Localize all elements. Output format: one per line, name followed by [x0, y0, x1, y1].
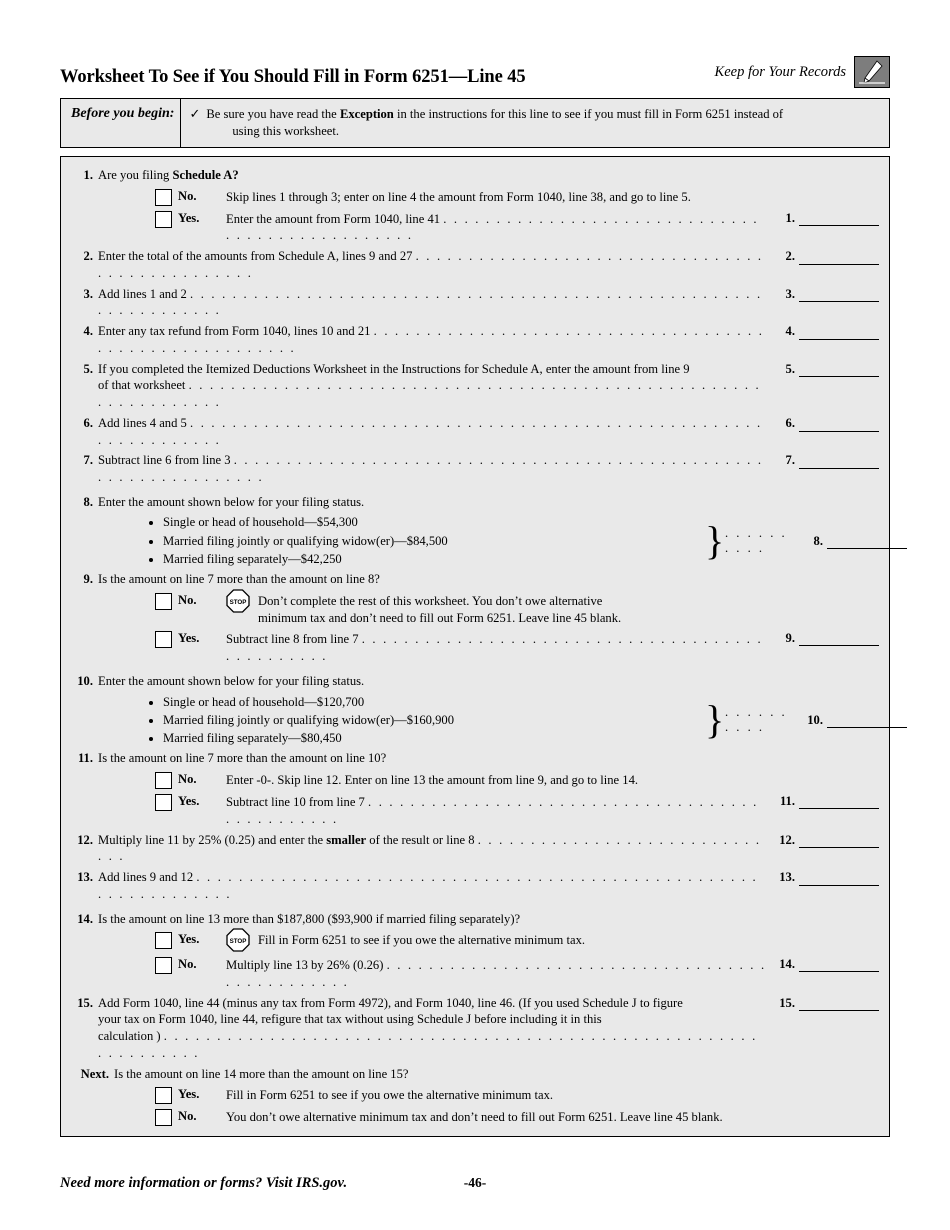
next-yes-label: Yes. — [178, 1087, 200, 1102]
line-1-yes-text — [226, 210, 767, 244]
line-11-no-label: No. — [178, 772, 197, 787]
next-no-checkbox[interactable] — [155, 1109, 172, 1126]
line-14-yes-label: Yes. — [178, 932, 200, 947]
next-yes-checkbox[interactable] — [155, 1087, 172, 1104]
next-no-label: No. — [178, 1109, 197, 1124]
leader-dots: . . . . . . . . . . . . . . . . . . . . . . . . . . . . . . . . . . . . . . . . . . . . . . . . . . . . . . . . . . . . . . . . . . — [98, 286, 763, 318]
line-9-heading — [61, 569, 889, 590]
line-9-no-checkbox[interactable] — [155, 593, 172, 610]
line-12-text-bold: smaller — [326, 832, 367, 847]
line-6-amount-field[interactable] — [799, 416, 879, 432]
worksheet-box — [60, 156, 890, 1137]
line-2-number: 2. — [83, 249, 93, 264]
line-2-amount-field[interactable] — [799, 249, 879, 265]
line-14-yes-text: Fill in Form 6251 to see if you owe the alternative minimum tax. — [258, 933, 586, 948]
line-6-row — [61, 413, 889, 450]
line-14-no-checkbox[interactable] — [155, 957, 172, 974]
byb-text-1: Be sure you have read the — [206, 107, 340, 121]
line-7-amount-field[interactable] — [799, 453, 879, 469]
line-10-amount-label: 10. — [807, 713, 823, 728]
next-label: Next. — [80, 1066, 109, 1081]
leader-dots: . . . . . . . . . . . . . . . . . . . . . . . . . . . . . . . . . . . . . . . . . . . . . . . . . . . . . . . . . . . . . . . . . . — [98, 378, 761, 410]
line-10-bullets — [71, 693, 705, 748]
line-9-no-text-line1: Don’t complete the rest of this worksheet. You don’t owe alternative — [258, 593, 603, 608]
leader-dots: . . . . . . . . . . . . . . . . . . . . . . . . . . . . . . . . . . . . . . . . . . . . . . . . — [226, 211, 759, 243]
line-14-amount-label: 14. — [779, 957, 795, 972]
line-13-text — [98, 869, 767, 902]
leader-dots: . . . . . . . . . . . . . . . . . . . . . . . . . . . . . . . . . . . . . . . . . . . . . . . . — [226, 958, 767, 989]
line-4-amount-field[interactable] — [799, 324, 879, 340]
line-1-no-text: Skip lines 1 through 3; enter on line 4 the amount from Form 1040, line 38, and go to line 5. — [226, 189, 691, 204]
line-12-amount-field[interactable] — [799, 832, 879, 848]
line-14-amount-field[interactable] — [799, 956, 879, 972]
line-2-row — [61, 246, 889, 283]
line-4-text-label: Enter any tax refund from Form 1040, lines 10 and 21 — [98, 324, 371, 339]
byb-text-3: using this worksheet. — [232, 124, 340, 138]
line-9-amount-field[interactable] — [799, 630, 879, 646]
line-10-bullets-row — [61, 692, 889, 749]
line-15-row — [61, 993, 889, 1064]
brace-decoration: } — [705, 517, 725, 563]
line-12-amount-label: 12. — [779, 832, 795, 847]
line-10-number: 10. — [77, 673, 93, 688]
line-1-yes-checkbox[interactable] — [155, 211, 172, 228]
line-13-amount-label: 13. — [779, 870, 795, 885]
checkmark-icon: ✓ — [189, 106, 201, 121]
list-item: • Married filing jointly or qualifying widow(er)—$160,900 — [163, 711, 705, 729]
line-7-text-label: Subtract line 6 from line 3 — [98, 453, 231, 468]
line-11-text: Is the amount on line 7 more than the amount on line 10? — [98, 751, 387, 766]
hand-pointing-icon — [854, 56, 890, 88]
line-14-yes-row — [61, 929, 889, 954]
line-11-heading — [61, 748, 889, 769]
list-item: • Single or head of household—$120,700 — [163, 693, 705, 711]
line-8-heading — [61, 492, 889, 513]
line-12-text-pre: Multiply line 11 by 25% (0.25) and enter the — [98, 832, 327, 847]
leader-dots: . . . . . . . . . . . . . . . . . . . . . . . . . . . . . . — [98, 832, 762, 864]
leader-dots: . . . . . . . . . . . . . . . . . . . . . . . . . . . . . . . . . . . . . . . . . . . . . . . . . . . . . . . . . . . . . . . . . . — [98, 415, 763, 447]
footer-note: Need more information or forms? Visit IRS.gov. — [60, 1175, 348, 1191]
line-1-yes-row — [61, 208, 889, 246]
line-14-no-label: No. — [178, 957, 197, 972]
line-11-yes-text-label: Subtract line 10 from line 7 — [226, 795, 365, 810]
line-14-number: 14. — [77, 911, 93, 926]
line-9-number: 9. — [83, 572, 93, 587]
line-11-no-checkbox[interactable] — [155, 772, 172, 789]
line-5-amount-label: 5. — [785, 361, 795, 376]
line-1-text — [98, 167, 879, 184]
line-7-amount-label: 7. — [785, 453, 795, 468]
line-8-amount-label: 8. — [813, 533, 823, 548]
line-13-amount-slot — [767, 869, 879, 886]
line-6-amount-label: 6. — [785, 415, 795, 430]
line-2-amount-label: 2. — [785, 249, 795, 264]
line-12-text-post: of the result or line 8 — [366, 832, 475, 847]
list-item: • Single or head of household—$54,300 — [163, 513, 705, 531]
line-9-yes-label: Yes. — [178, 631, 200, 646]
line-15-number: 15. — [77, 995, 93, 1010]
line-5-text-line1: If you completed the Itemized Deductions Worksheet in the Instructions for Schedule A, enter the amount from line 9 — [98, 361, 690, 376]
next-no-text: You don’t owe alternative minimum tax and don’t need to fill out Form 6251. Leave line 45 blank. — [226, 1110, 723, 1125]
leader-dots: . . . . . . . . . . . . . . . . . . . . . . . . . . . . . . . . . . . . . . . . . . . . . . . . — [226, 632, 763, 664]
next-no-row — [61, 1106, 889, 1128]
next-heading — [61, 1064, 889, 1085]
byb-text-2: in the instructions for this line to see if you must fill in Form 6251 instead of — [393, 107, 784, 121]
line-11-amount-label: 11. — [779, 794, 795, 809]
line-3-amount-field[interactable] — [799, 286, 879, 302]
line-5-text-line2: of that worksheet — [98, 378, 186, 393]
line-8-amount-slot — [795, 533, 907, 549]
line-6-amount-slot — [767, 415, 879, 432]
line-1-yes-label: Yes. — [178, 210, 200, 225]
list-item: • Married filing separately—$80,450 — [163, 729, 705, 747]
line-14-no-text — [226, 956, 767, 990]
line-13-text-label: Add lines 9 and 12 — [98, 870, 194, 885]
line-9-no-label: No. — [178, 592, 197, 607]
page-header — [60, 50, 890, 88]
before-you-begin-paragraph — [206, 106, 783, 140]
line-12-text — [98, 832, 767, 865]
line-10-amount-slot — [795, 712, 907, 728]
line-1-amount-label: 1. — [785, 210, 795, 225]
header-right — [715, 56, 890, 88]
line-14-no-row — [61, 954, 889, 992]
line-1-text-pre: Are you filing — [98, 168, 173, 182]
line-12-row — [61, 830, 889, 867]
line-15-text-line1: Add Form 1040, line 44 (minus any tax from Form 4972), and Form 1040, line 46. (If you used Schedule J to figure — [98, 995, 683, 1010]
line-2-text-label: Enter the total of the amounts from Schedule A, lines 9 and 27 — [98, 249, 413, 264]
line-11-yes-text — [226, 793, 767, 827]
line-15-amount-label: 15. — [779, 995, 795, 1010]
line-6-text-label: Add lines 4 and 5 — [98, 415, 187, 430]
list-item: • Married filing jointly or qualifying widow(er)—$84,500 — [163, 532, 705, 550]
line-10-heading — [61, 671, 889, 692]
line-7-number: 7. — [83, 453, 93, 468]
line-4-amount-label: 4. — [785, 324, 795, 339]
svg-text:STOP: STOP — [229, 598, 247, 606]
line-6-text — [98, 415, 767, 448]
line-1-no-checkbox[interactable] — [155, 189, 172, 206]
next-yes-text: Fill in Form 6251 to see if you owe the alternative minimum tax. — [226, 1088, 554, 1103]
line-15-text — [98, 995, 767, 1062]
line-11-yes-checkbox[interactable] — [155, 794, 172, 811]
line-15-amount-slot — [767, 995, 879, 1012]
line-4-text — [98, 323, 767, 356]
line-8-bullets — [71, 513, 705, 568]
line-9-text: Is the amount on line 7 more than the amount on line 8? — [98, 572, 380, 587]
line-9-amount-label: 9. — [785, 631, 795, 646]
line-1-no-row — [61, 186, 889, 208]
line-7-row — [61, 450, 889, 487]
line-12-amount-slot — [767, 832, 879, 849]
line-3-text — [98, 286, 767, 319]
line-13-amount-field[interactable] — [799, 870, 879, 886]
line-10-amount-field[interactable] — [827, 712, 907, 728]
before-you-begin-text — [181, 99, 889, 147]
line-8-bullets-row — [61, 512, 889, 569]
line-4-number: 4. — [83, 324, 93, 339]
line-5-number: 5. — [83, 361, 93, 376]
line-11-number: 11. — [77, 751, 93, 766]
line-9-yes-text-label: Subtract line 8 from line 7 — [226, 632, 359, 647]
line-8-text: Enter the amount shown below for your filing status. — [98, 494, 365, 509]
line-14-amount-slot — [767, 956, 879, 972]
page-footer — [0, 1175, 950, 1192]
keep-for-records-label: Keep for Your Records — [714, 63, 846, 80]
line-1-amount-field[interactable] — [799, 210, 879, 226]
line-15-amount-field[interactable] — [799, 995, 879, 1011]
line-9-no-text-line2: minimum tax and don’t need to fill out Form 6251. Leave line 45 blank. — [258, 610, 622, 625]
line-5-row — [61, 359, 889, 413]
line-14-text: Is the amount on line 13 more than $187,800 ($93,900 if married filing separately)? — [98, 911, 521, 926]
line-1-no-label: No. — [178, 188, 197, 203]
line-5-amount-slot — [767, 361, 879, 378]
line-9-yes-text — [226, 630, 767, 664]
svg-text:STOP: STOP — [229, 938, 247, 946]
line-8-number: 8. — [83, 494, 93, 509]
line-3-amount-slot — [767, 286, 879, 303]
line-3-amount-label: 3. — [785, 286, 795, 301]
line-15-text-line3: calculation ) — [98, 1029, 161, 1044]
line-1-yes-text-label: Enter the amount from Form 1040, line 41 — [226, 211, 441, 226]
line-14-heading — [61, 909, 889, 930]
before-you-begin-box — [60, 98, 890, 148]
page-title: Worksheet To See if You Should Fill in Form 6251—Line 45 — [60, 67, 526, 87]
leader-dots: . . . . . . . . . . . . . . . . . . . . . . . . . . . . . . . . . . . . . . . . . . . . . . . . . . . . . . . . . . . . . . . . . . — [98, 453, 764, 485]
line-5-text — [98, 361, 767, 411]
line-11-amount-field[interactable] — [799, 793, 879, 809]
line-4-row — [61, 321, 889, 358]
line-1-amount-slot — [767, 210, 879, 226]
line-9-amount-slot — [767, 630, 879, 646]
page-number: -46- — [463, 1175, 487, 1190]
leader-dots: . . . . . . . . . . . . . . . . . . . . . . . . . . . . . . . . . . . . . . . . . . . . . . . . . . . . . . . . . . . . . . . . . . — [98, 870, 758, 901]
line-4-amount-slot — [767, 323, 879, 340]
leader-dots: . . . . . . . . . . — [725, 705, 788, 735]
line-11-yes-row — [61, 791, 889, 829]
line-13-row — [61, 867, 889, 904]
line-1-heading — [61, 165, 889, 186]
line-1-text-bold: Schedule A? — [172, 168, 239, 182]
next-yes-row — [61, 1084, 889, 1106]
list-item: • Married filing separately—$42,250 — [163, 550, 705, 568]
line-2-text — [98, 248, 767, 281]
line-3-number: 3. — [83, 286, 93, 301]
line-5-amount-field[interactable] — [799, 361, 879, 377]
line-7-amount-slot — [767, 452, 879, 469]
line-10-text: Enter the amount shown below for your filing status. — [98, 673, 365, 688]
line-7-text — [98, 452, 767, 485]
line-8-amount-field[interactable] — [827, 533, 907, 549]
byb-text-exception: Exception — [339, 107, 394, 121]
line-11-no-row — [61, 769, 889, 791]
line-9-no-text — [258, 592, 879, 626]
leader-dots: . . . . . . . . . . . . . . . . . . . . . . . . . . . . . . . . . . . . . . . . . . . . . . . . — [226, 795, 759, 826]
brace-decoration: } — [705, 697, 725, 743]
stop-sign-icon — [226, 928, 250, 952]
leader-dots: . . . . . . . . . . — [725, 525, 788, 555]
line-14-no-text-label: Multiply line 13 by 26% (0.26) — [226, 958, 384, 973]
line-12-number: 12. — [77, 832, 93, 847]
line-13-number: 13. — [77, 870, 93, 885]
line-2-amount-slot — [767, 248, 879, 265]
line-11-yes-label: Yes. — [178, 794, 200, 809]
line-3-text-label: Add lines 1 and 2 — [98, 286, 187, 301]
stop-sign-icon — [226, 589, 250, 613]
line-3-row — [61, 284, 889, 321]
before-you-begin-label: Before you begin: — [71, 106, 175, 121]
line-14-yes-checkbox[interactable] — [155, 932, 172, 949]
line-11-amount-slot — [767, 793, 879, 809]
leader-dots: . . . . . . . . . . . . . . . . . . . . . . . . . . . . . . . . . . . . . . . . . . . . . . . . . . . . . . . . — [98, 324, 765, 355]
line-15-text-line2: your tax on Form 1040, line 44, refigure that tax without using Schedule J before including it in this — [98, 1012, 602, 1027]
line-9-yes-checkbox[interactable] — [155, 631, 172, 648]
line-6-number: 6. — [83, 415, 93, 430]
line-9-yes-row — [61, 628, 889, 666]
line-9-no-row — [61, 590, 889, 628]
next-text: Is the amount on line 14 more than the amount on line 15? — [114, 1066, 409, 1081]
leader-dots: . . . . . . . . . . . . . . . . . . . . . . . . . . . . . . . . . . . . . . . . . . . . . . . . — [98, 249, 764, 280]
leader-dots: . . . . . . . . . . . . . . . . . . . . . . . . . . . . . . . . . . . . . . . . . . . . . . . . . . . . . . . . . . . . . . . . . . — [98, 1029, 758, 1060]
line-11-no-text: Enter -0-. Skip line 12. Enter on line 13 the amount from line 9, and go to line 14. — [226, 773, 639, 788]
line-1-number: 1. — [83, 168, 93, 182]
